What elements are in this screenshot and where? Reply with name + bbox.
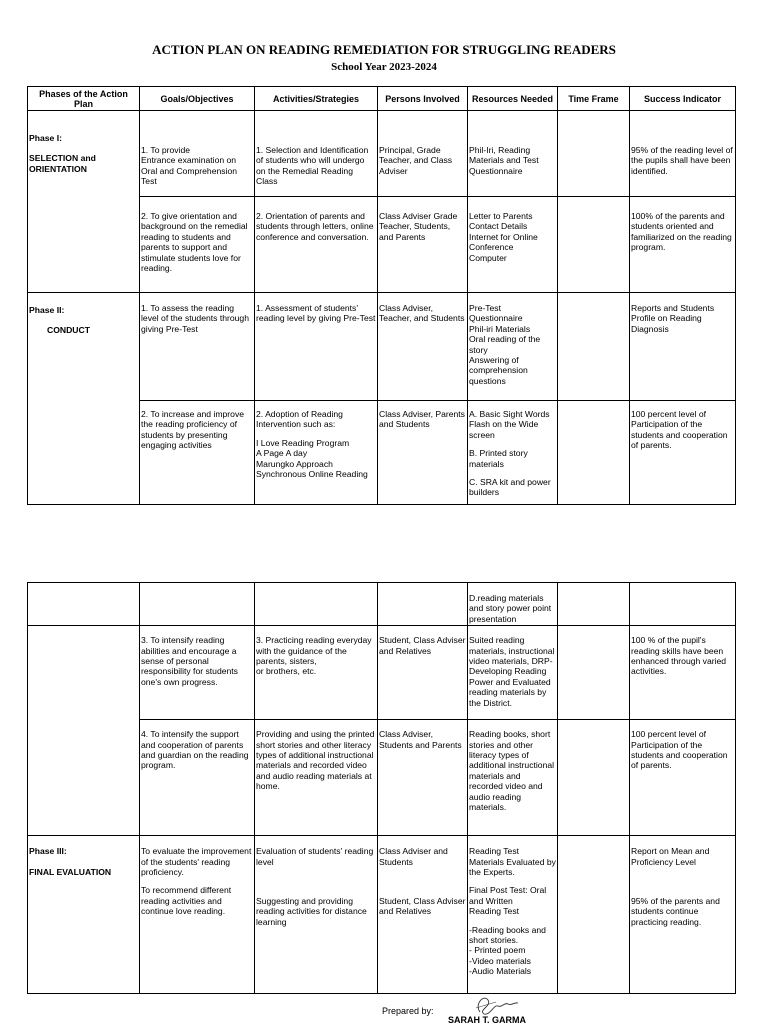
action-plan-table-page1: [27, 86, 736, 505]
action-plan-table-page2: [27, 582, 736, 994]
phase-cell: [28, 836, 140, 994]
goal-cell: 2. To give orientation and background on the remedial reading to students and parents to support and stimulate students love for reading.: [140, 197, 255, 293]
phase-name: CONDUCT: [47, 325, 90, 336]
table-row: [28, 626, 736, 720]
goal-item: To evaluate the improvement of the students' reading proficiency.: [141, 846, 252, 878]
phase-name: SELECTION and ORIENTATION: [29, 153, 96, 174]
persons-cell: Class Adviser, Parents and Students: [378, 401, 468, 505]
activity-item: Evaluation of students' reading level: [256, 846, 374, 867]
table-row: [28, 293, 736, 401]
resources-cell: Letter to Parents Contact Details Internet for Online Conference Computer: [468, 197, 558, 293]
resource-item: C. SRA kit and power builders: [469, 477, 551, 498]
persons-cell: Class Adviser Grade Teacher, Students, and Parents: [378, 197, 468, 293]
activity-cell: 1. Assessment of students' reading level by giving Pre-Test: [255, 293, 378, 401]
goal-cell: 3. To intensify reading abilities and encourage a sense of personal responsibility for students one's own progress.: [140, 626, 255, 720]
resource-item: -Reading books and short stories. - Printed poem -Video materials -Audio Materials: [469, 924, 546, 977]
phase-label: Phase III:: [29, 846, 67, 857]
header-phases: Phases of the Action Plan: [28, 87, 140, 111]
phase-label: Phase II:: [29, 305, 65, 315]
activity-cell: [255, 583, 378, 626]
success-cell: [630, 836, 736, 994]
header-time: Time Frame: [558, 87, 630, 111]
resource-item: Reading Test Materials Evaluated by the Experts.: [469, 846, 556, 878]
success-item: Report on Mean and Proficiency Level: [631, 846, 710, 867]
phase-name: FINAL EVALUATION: [29, 866, 112, 877]
time-cell: [558, 401, 630, 505]
persons-cell: Class Adviser, Teacher, and Students: [378, 293, 468, 401]
resources-cell: Pre-Test Questionnaire Phil-iri Materials Oral reading of the story Answering of comprehension questions: [468, 293, 558, 401]
header-success: Success Indicator: [630, 87, 736, 111]
goal-item: To recommend different reading activities and continue love reading.: [141, 885, 232, 917]
resources-cell: Phil-Iri, Reading Materials and Test Questionnaire: [468, 111, 558, 197]
table-row: [28, 111, 736, 197]
header-goals: Goals/Objectives: [140, 87, 255, 111]
goal-cell: 1. To assess the reading level of the students through giving Pre-Test: [140, 293, 255, 401]
phase-label: Phase I:: [29, 133, 62, 143]
time-cell: [558, 836, 630, 994]
activity-cell: [255, 401, 378, 505]
resource-item: B. Printed story materials: [469, 448, 528, 469]
success-cell: 100 % of the pupil's reading skills have been enhanced through varied activities.: [630, 626, 736, 720]
persons-cell: Class Adviser, Students and Parents: [378, 720, 468, 836]
time-cell: [558, 293, 630, 401]
time-cell: [558, 197, 630, 293]
time-cell: [558, 583, 630, 626]
activity-list: I Love Reading Program A Page A day Marungko Approach Synchronous Online Reading: [256, 437, 368, 480]
persons-item: Class Adviser and Students: [379, 846, 448, 867]
persons-item: Student, Class Adviser and Relatives: [379, 896, 466, 917]
phase-cell: [28, 626, 140, 836]
success-cell: 100 percent level of Participation of the students and cooperation of parents.: [630, 401, 736, 505]
success-cell: [630, 583, 736, 626]
persons-cell: [378, 583, 468, 626]
goal-cell: 4. To intensify the support and cooperation of parents and guardian on the reading program.: [140, 720, 255, 836]
activity-cell: [255, 836, 378, 994]
prepared-by-label: Prepared by:: [382, 1006, 434, 1016]
persons-cell: [378, 836, 468, 994]
time-cell: [558, 111, 630, 197]
header-activities: Activities/Strategies: [255, 87, 378, 111]
success-cell: 95% of the reading level of the pupils shall have been identified.: [630, 111, 736, 197]
activity-intro: 2. Adoption of Reading Intervention such as:: [256, 409, 343, 430]
signer-name: SARAH T. GARMA: [448, 1015, 526, 1025]
activity-cell: Providing and using the printed short stories and other literacy types of additional instructional materials and recorded video and audio reading materials at home.: [255, 720, 378, 836]
resources-cell: Reading books, short stories and other literacy types of additional instructional materials and recorded video and audio reading materials.: [468, 720, 558, 836]
success-cell: Reports and Students Profile on Reading Diagnosis: [630, 293, 736, 401]
persons-cell: Principal, Grade Teacher, and Class Adviser: [378, 111, 468, 197]
activity-item: Suggesting and providing reading activities for distance learning: [256, 896, 367, 927]
header-resources: Resources Needed: [468, 87, 558, 111]
header-persons: Persons Involved: [378, 87, 468, 111]
activity-cell: 3. Practicing reading everyday with the guidance of the parents, sisters, or brothers, etc.: [255, 626, 378, 720]
table-row: [28, 836, 736, 994]
resources-cell: [468, 836, 558, 994]
success-item: 95% of the parents and students continue practicing reading.: [631, 896, 720, 927]
resources-cell: Suited reading materials, instructional video materials, DRP-Developing Reading Power and Evaluated reading materials by the District.: [468, 626, 558, 720]
goal-cell: 1. To provide Entrance examination on Oral and Comprehension Test: [140, 111, 255, 197]
header-row: [28, 87, 736, 111]
resources-cell: [468, 401, 558, 505]
phase-cell: [28, 111, 140, 293]
resource-item: Final Post Test: Oral and Written Reading Test: [469, 885, 547, 917]
goal-cell: [140, 836, 255, 994]
success-cell: 100% of the parents and students oriented and familiarized on the reading program.: [630, 197, 736, 293]
document-title: ACTION PLAN ON READING REMEDIATION FOR STRUGGLING READERS: [152, 42, 616, 57]
resources-cell: D.reading materials and story power point presentation: [468, 583, 558, 626]
phase-cell: [28, 583, 140, 626]
persons-cell: Student, Class Adviser and Relatives: [378, 626, 468, 720]
time-cell: [558, 720, 630, 836]
goal-cell: [140, 583, 255, 626]
resource-item: A. Basic Sight Words Flash on the Wide screen: [469, 409, 550, 440]
school-year: School Year 2023-2024: [331, 61, 437, 73]
table-row: [28, 583, 736, 626]
activity-cell: 1. Selection and Identification of students who will undergo on the Remedial Reading Class: [255, 111, 378, 197]
phase-cell: [28, 293, 140, 505]
time-cell: [558, 626, 630, 720]
success-cell: 100 percent level of Participation of the students and cooperation of parents.: [630, 720, 736, 836]
activity-cell: 2. Orientation of parents and students through letters, online conference and conversation.: [255, 197, 378, 293]
goal-cell: 2. To increase and improve the reading proficiency of students by presenting engaging activities: [140, 401, 255, 505]
